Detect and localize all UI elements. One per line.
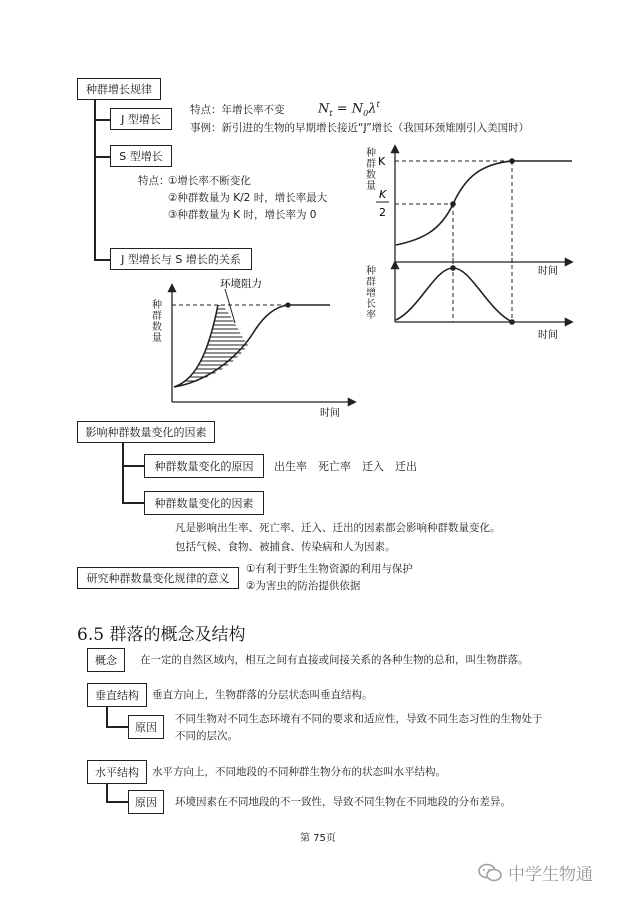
s-point-2: ②种群数量为 K/2 时，增长率最大 [168, 192, 328, 204]
x-axis-label: 时间 [320, 408, 340, 419]
significance-box: 研究种群数量变化规律的意义 [77, 567, 239, 589]
tree-line [122, 502, 144, 504]
j-feature-text: 特点：年增长率不变 [190, 104, 285, 116]
factor-text-2: 包括气候、食物、被捕食、传染病和人为因素。 [175, 541, 396, 553]
tree-line [106, 801, 128, 803]
vertical-reason-text-2: 不同的层次。 [175, 730, 238, 742]
watermark-text: 中学生物通 [508, 865, 593, 885]
end-point [509, 319, 515, 325]
tree-line [94, 156, 110, 158]
k-label: K [378, 155, 386, 168]
causes-text: 出生率 死亡率 迁入 迁出 [274, 460, 417, 473]
factor-text-1: 凡是影响出生率、死亡率、迁入、迁出的因素都会影响种群数量变化。 [175, 522, 501, 534]
wechat-icon [478, 863, 502, 883]
significance-point-2: ②为害虫的防治提供依据 [246, 580, 361, 592]
resistance-area [174, 305, 248, 387]
horizontal-structure-box: 水平结构 [87, 760, 147, 784]
growth-title-box: 种群增长规律 [77, 78, 161, 100]
k-point [509, 158, 515, 164]
resistance-chart [140, 275, 360, 420]
j-growth-box: J 型增长 [110, 108, 172, 130]
peak-point [450, 265, 456, 271]
j-formula: $N_t = N_0\lambda^t$ [318, 100, 380, 118]
tree-line [122, 443, 124, 503]
tree-line [106, 726, 128, 728]
section-heading: 6.5 群落的概念及结构 [77, 625, 246, 645]
vertical-text: 垂直方向上，生物群落的分层状态叫垂直结构。 [152, 689, 373, 701]
significance-point-1: ①有利于野生生物资源的利用与保护 [246, 563, 413, 575]
x-axis-label: 时间 [538, 330, 558, 341]
s-point-3: ③种群数量为 K 时，增长率为 0 [168, 209, 317, 221]
vertical-reason-text-1: 不同生物对不同生态环境有不同的要求和适应性，导致不同生态习性的生物处于 [175, 713, 543, 725]
watermark [478, 860, 593, 885]
vertical-reason-box: 原因 [128, 715, 164, 739]
cause-box: 种群数量变化的原因 [144, 454, 264, 478]
k2-den: 2 [379, 206, 386, 219]
s-curve-line [396, 161, 572, 245]
relation-box: J 型增长与 S 增长的关系 [110, 248, 252, 270]
rate-curve-chart [360, 258, 580, 343]
concept-text: 在一定的自然区域内，相互之间有直接或间接关系的各种生物的总和，叫生物群落。 [140, 654, 529, 666]
k2-point [450, 201, 456, 207]
concept-box: 概念 [87, 648, 125, 672]
horizontal-reason-box: 原因 [128, 790, 164, 814]
vertical-structure-box: 垂直结构 [87, 683, 147, 707]
x-axis-label: 时间 [538, 266, 558, 275]
s-curve-ylabel: 种群数量 [366, 148, 376, 192]
k-point [285, 302, 290, 307]
tree-line [94, 259, 110, 261]
tree-line [94, 100, 96, 260]
rate-curve-ylabel: 种群增长率 [366, 266, 376, 321]
s-point-1: ①增长率不断变化 [168, 175, 251, 187]
annotation: 环境阻力 [220, 278, 262, 290]
factor-box: 种群数量变化的因素 [144, 491, 264, 515]
horizontal-text: 水平方向上，不同地段的不同种群生物分布的状态叫水平结构。 [152, 766, 446, 778]
resistance-ylabel: 种群数量 [152, 300, 162, 344]
k2-num: K [379, 188, 387, 201]
tree-line [94, 119, 110, 121]
j-example-text: 事例：新引进的生物的早期增长接近“J”增长（我国环颈雉刚引入美国时） [190, 122, 530, 134]
tree-line [122, 465, 144, 467]
page-number: 第 75页 [300, 833, 336, 844]
s-growth-box: S 型增长 [110, 145, 172, 167]
horizontal-reason-text: 环境因素在不同地段的不一致性，导致不同生物在不同地段的分布差异。 [175, 796, 511, 808]
tree-line [106, 707, 108, 727]
s-curve-chart [360, 140, 580, 275]
s-feature-label: 特点： [138, 175, 170, 187]
factors-title-box: 影响种群数量变化的因素 [77, 421, 215, 443]
rate-curve-line [396, 268, 512, 322]
tree-line [106, 784, 108, 802]
